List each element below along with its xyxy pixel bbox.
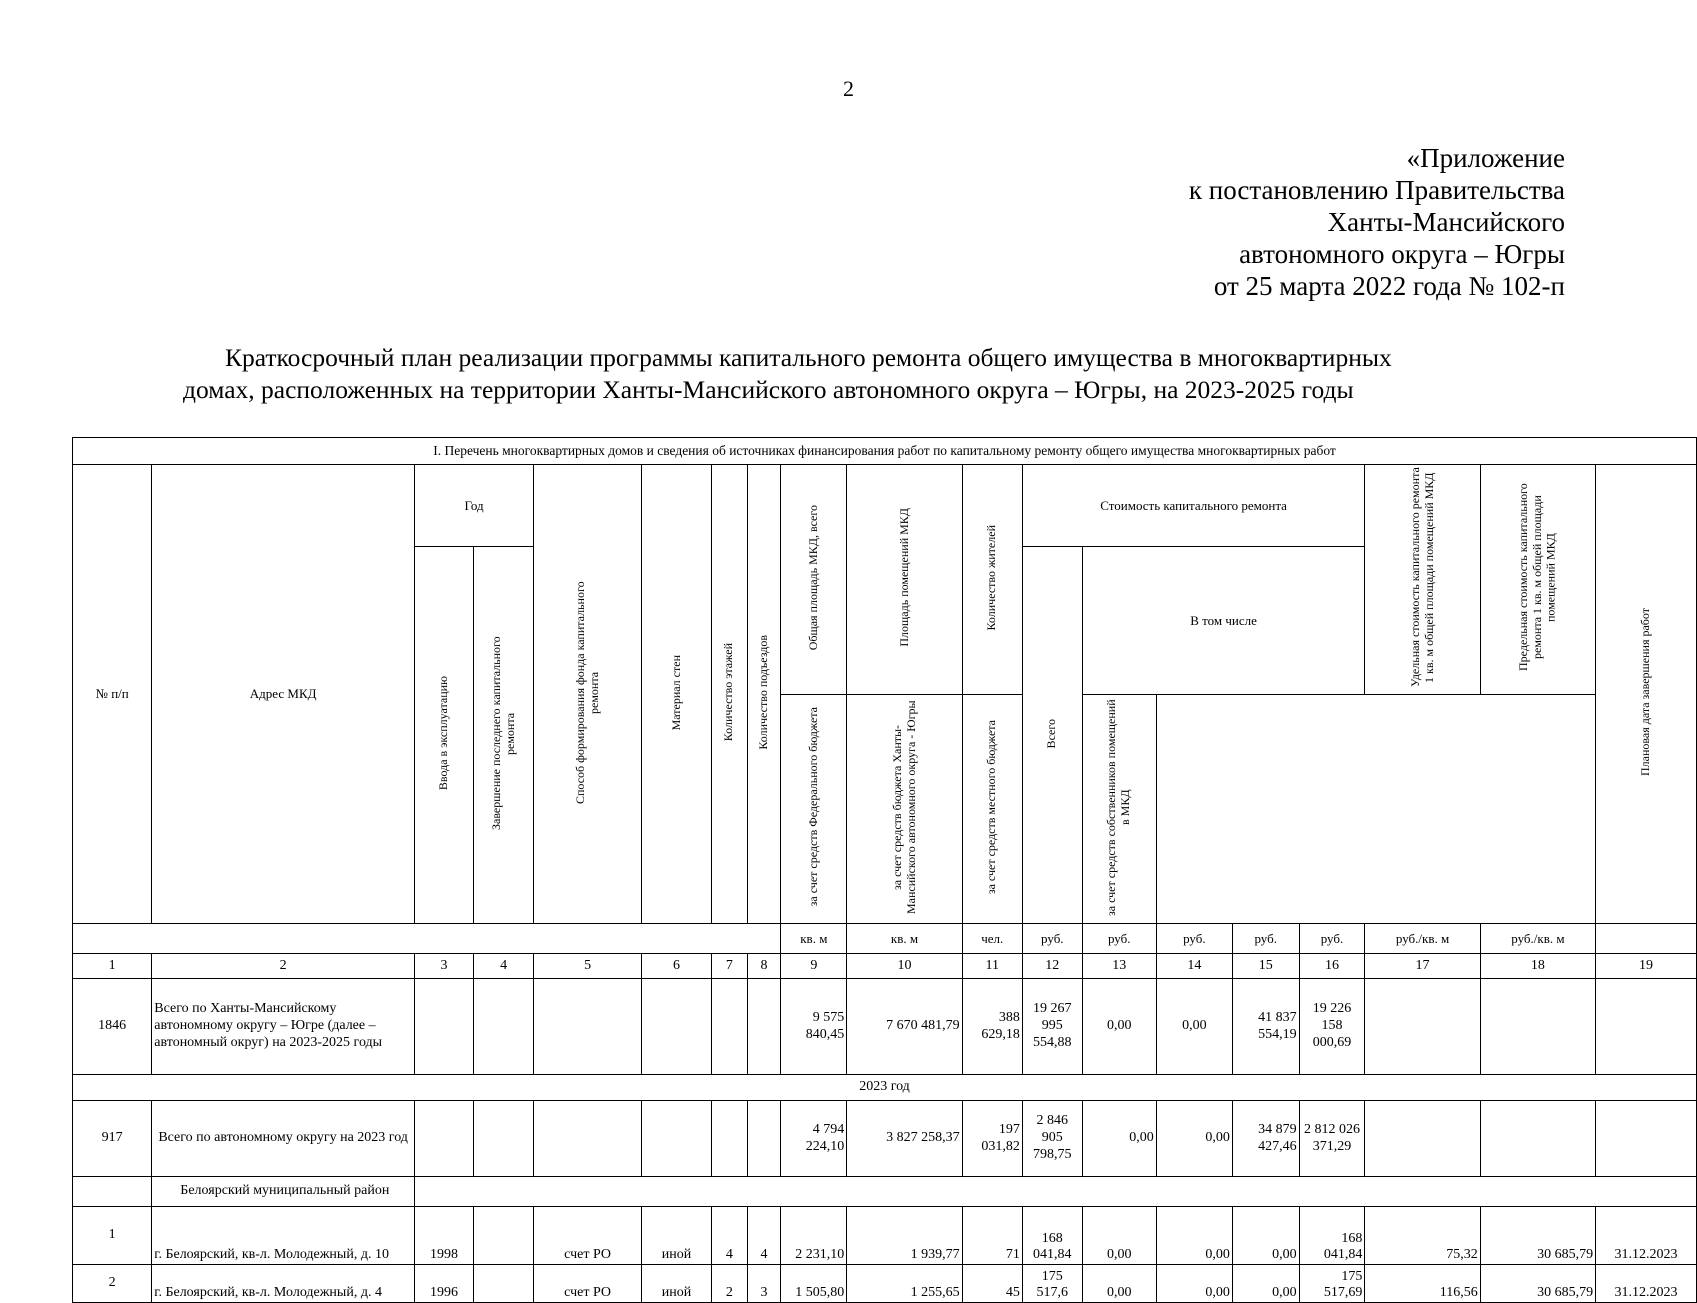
col-number: 10 xyxy=(847,954,962,979)
header-premises-area: Площадь помещений МКД xyxy=(847,465,962,695)
cell-fund-method: счет РО xyxy=(534,1265,642,1303)
district-label: Белоярский муниципальный район xyxy=(152,1177,415,1207)
page-number: 2 xyxy=(843,76,854,101)
cell-empty xyxy=(747,979,781,1075)
cell-entrances: 3 xyxy=(747,1265,781,1303)
col-number: 17 xyxy=(1365,954,1480,979)
header-year: Год xyxy=(414,465,533,547)
unit-owners: руб. xyxy=(1299,924,1365,954)
header-federal: за счет средств Федерального бюджета xyxy=(781,694,847,924)
table-row xyxy=(73,1265,1697,1303)
header-cost-total: Всего xyxy=(1022,547,1082,924)
cell-empty xyxy=(1596,979,1697,1075)
section-title: I. Перечень многоквартирных домов и сведения об источниках финансирования работ по капитальному ремонту общего имущества многоквартирных работ xyxy=(73,438,1697,465)
cell-year-commission: 1996 xyxy=(414,1265,473,1303)
unit-regional: руб. xyxy=(1156,924,1232,954)
col-number: 8 xyxy=(747,954,781,979)
table-row-total-2023 xyxy=(73,1101,1697,1177)
header-total-area: Общая площадь МКД, всего xyxy=(781,465,847,695)
cell-local: 0,00 xyxy=(1232,1207,1299,1265)
document-title xyxy=(160,342,1580,406)
header-floors: Количество этажей xyxy=(712,465,747,924)
cell-empty xyxy=(712,979,747,1075)
appendix-line: от 25 марта 2022 года № 102-п xyxy=(1213,271,1565,301)
col-number: 3 xyxy=(414,954,473,979)
cell-wall-material: иной xyxy=(641,1265,711,1303)
col-number: 11 xyxy=(962,954,1022,979)
cell-empty xyxy=(474,979,534,1075)
unit-planned-date xyxy=(1596,924,1697,954)
header-year-last-repair: Завершение последнего капитального ремонта xyxy=(474,547,534,924)
unit-total-area: кв. м xyxy=(781,924,847,954)
cell-regional: 0,00 xyxy=(1156,979,1232,1075)
cell-total-area: 4 794 224,10 xyxy=(781,1101,847,1177)
cell-residents: 197 031,82 xyxy=(962,1101,1022,1177)
cell-empty xyxy=(641,1101,711,1177)
appendix-line: «Приложение xyxy=(1406,143,1565,173)
cell-floors: 2 xyxy=(712,1265,747,1303)
col-number: 7 xyxy=(712,954,747,979)
unit-unit-cost: руб./кв. м xyxy=(1365,924,1480,954)
cell-planned-date: 31.12.2023 xyxy=(1596,1207,1697,1265)
col-number: 15 xyxy=(1232,954,1299,979)
cell-num: 1846 xyxy=(73,979,152,1075)
cell-cost-total: 2 846 905 798,75 xyxy=(1022,1101,1082,1177)
header-limit-cost: Предельная стоимость капитального ремонта 1 кв. м общей площади помещений МКД xyxy=(1480,465,1595,695)
cell-unit-cost: 75,32 xyxy=(1365,1207,1480,1265)
units-spacer xyxy=(73,924,781,954)
col-number: 16 xyxy=(1299,954,1365,979)
unit-limit-cost: руб./кв. м xyxy=(1480,924,1595,954)
header-fund-method: Способ формирования фонда капитального ремонта xyxy=(534,465,642,924)
header-residents: Количество жителей xyxy=(962,465,1022,695)
cell-residents: 388 629,18 xyxy=(962,979,1022,1075)
cell-unit-cost: 116,56 xyxy=(1365,1265,1480,1303)
cell-local: 34 879 427,46 xyxy=(1232,1101,1299,1177)
cell-empty xyxy=(414,1101,473,1177)
appendix-line: к постановлению Правительства xyxy=(1188,175,1565,205)
col-number: 9 xyxy=(781,954,847,979)
cell-entrances: 4 xyxy=(747,1207,781,1265)
capital-repair-table xyxy=(72,437,1697,1303)
cell-limit-cost: 30 685,79 xyxy=(1480,1207,1595,1265)
cell-wall-material: иной xyxy=(641,1207,711,1265)
col-number: 1 xyxy=(73,954,152,979)
table-row-total-all xyxy=(73,979,1697,1075)
table-row xyxy=(73,1207,1697,1265)
cell-address: г. Белоярский, кв-л. Молодежный, д. 4 xyxy=(152,1265,415,1303)
header-including: В том числе xyxy=(1082,547,1365,695)
cell-cost-total: 168 041,84 xyxy=(1022,1207,1082,1265)
appendix-line: автономного округа – Югры xyxy=(1239,239,1565,269)
cell-local: 0,00 xyxy=(1232,1265,1299,1303)
header-year-commission: Ввода в эксплуатацию xyxy=(414,547,473,924)
cell-address: Всего по Ханты-Мансийскому автономному округу – Югре (далее – автономный округ) на 2023-2025 годы xyxy=(152,979,415,1075)
cell-empty xyxy=(534,979,642,1075)
cell-total-area: 2 231,10 xyxy=(781,1207,847,1265)
cell-cost-total: 19 267 995 554,88 xyxy=(1022,979,1082,1075)
cell-regional: 0,00 xyxy=(1156,1265,1232,1303)
cell-empty xyxy=(474,1101,534,1177)
title-line-1: Краткосрочный план реализации программы капитального ремонта общего имущества в многоквартирных xyxy=(225,343,1392,372)
cell-empty xyxy=(73,1177,152,1207)
cell-residents: 45 xyxy=(962,1265,1022,1303)
cell-year-last-repair xyxy=(474,1265,534,1303)
cell-federal: 0,00 xyxy=(1082,979,1156,1075)
cell-empty xyxy=(414,1177,1696,1207)
header-local: за счет средств местного бюджета xyxy=(962,694,1022,924)
cell-empty xyxy=(1365,1101,1480,1177)
cell-regional: 0,00 xyxy=(1156,1101,1232,1177)
cell-empty xyxy=(641,979,711,1075)
unit-premises-area: кв. м xyxy=(847,924,962,954)
cell-fund-method: счет РО xyxy=(534,1207,642,1265)
cell-local: 41 837 554,19 xyxy=(1232,979,1299,1075)
cell-num: 917 xyxy=(73,1101,152,1177)
unit-local: руб. xyxy=(1232,924,1299,954)
cell-total-area: 1 505,80 xyxy=(781,1265,847,1303)
cell-floors: 4 xyxy=(712,1207,747,1265)
cell-address: г. Белоярский, кв-л. Молодежный, д. 10 xyxy=(152,1207,415,1265)
cell-empty xyxy=(712,1101,747,1177)
col-number: 12 xyxy=(1022,954,1082,979)
cell-num: 2 xyxy=(73,1265,152,1303)
cell-federal: 0,00 xyxy=(1082,1207,1156,1265)
cell-planned-date: 31.12.2023 xyxy=(1596,1265,1697,1303)
cell-empty xyxy=(747,1101,781,1177)
col-number: 14 xyxy=(1156,954,1232,979)
cell-owners: 175 517,69 xyxy=(1299,1265,1365,1303)
cell-owners: 19 226 158 000,69 xyxy=(1299,979,1365,1075)
header-regional: за счет средств бюджета Ханты-Мансийского автономного округа - Югры xyxy=(847,694,962,924)
header-wall-material: Материал стен xyxy=(641,465,711,924)
header-unit-cost: Удельная стоимость капитального ремонта 1 кв. м общей площади помещений МКД xyxy=(1365,465,1480,695)
col-number: 5 xyxy=(534,954,642,979)
cell-empty xyxy=(1480,1101,1595,1177)
cell-premises-area: 1 939,77 xyxy=(847,1207,962,1265)
header-cost: Стоимость капитального ремонта xyxy=(1022,465,1365,547)
cell-owners: 2 812 026 371,29 xyxy=(1299,1101,1365,1177)
cell-premises-area: 1 255,65 xyxy=(847,1265,962,1303)
col-number: 19 xyxy=(1596,954,1697,979)
col-number: 4 xyxy=(474,954,534,979)
cell-empty xyxy=(1596,1101,1697,1177)
cell-year-last-repair xyxy=(474,1207,534,1265)
cell-regional: 0,00 xyxy=(1156,1207,1232,1265)
cell-federal: 0,00 xyxy=(1082,1101,1156,1177)
header-owners: за счет средств собственников помещений в МКД xyxy=(1082,694,1156,924)
header-entrances: Количество подъездов xyxy=(747,465,781,924)
unit-federal: руб. xyxy=(1082,924,1156,954)
cell-empty xyxy=(1480,979,1595,1075)
cell-empty xyxy=(1365,979,1480,1075)
cell-empty xyxy=(414,979,473,1075)
col-number: 6 xyxy=(641,954,711,979)
cell-owners: 168 041,84 xyxy=(1299,1207,1365,1265)
year-label: 2023 год xyxy=(73,1075,1697,1101)
cell-federal: 0,00 xyxy=(1082,1265,1156,1303)
cell-num: 1 xyxy=(73,1207,152,1265)
cell-total-area: 9 575 840,45 xyxy=(781,979,847,1075)
unit-residents: чел. xyxy=(962,924,1022,954)
title-line-2: домах, расположенных на территории Ханты-Мансийского автономного округа – Югры, на 2023-2025 годы xyxy=(183,375,1354,404)
cell-limit-cost: 30 685,79 xyxy=(1480,1265,1595,1303)
cell-year-commission: 1998 xyxy=(414,1207,473,1265)
cell-address: Всего по автономному округу на 2023 год xyxy=(152,1101,415,1177)
appendix-block xyxy=(1189,142,1565,302)
cell-residents: 71 xyxy=(962,1207,1022,1265)
col-number: 2 xyxy=(152,954,415,979)
col-number: 18 xyxy=(1480,954,1595,979)
cell-premises-area: 7 670 481,79 xyxy=(847,979,962,1075)
header-planned-date: Плановая дата завершения работ xyxy=(1596,465,1697,924)
unit-cost-total: руб. xyxy=(1022,924,1082,954)
cell-cost-total: 175 517,6 xyxy=(1022,1265,1082,1303)
col-number: 13 xyxy=(1082,954,1156,979)
header-num: № п/п xyxy=(73,465,152,924)
header-address: Адрес МКД xyxy=(152,465,415,924)
cell-empty xyxy=(534,1101,642,1177)
appendix-line: Ханты-Мансийского xyxy=(1327,207,1565,237)
cell-premises-area: 3 827 258,37 xyxy=(847,1101,962,1177)
